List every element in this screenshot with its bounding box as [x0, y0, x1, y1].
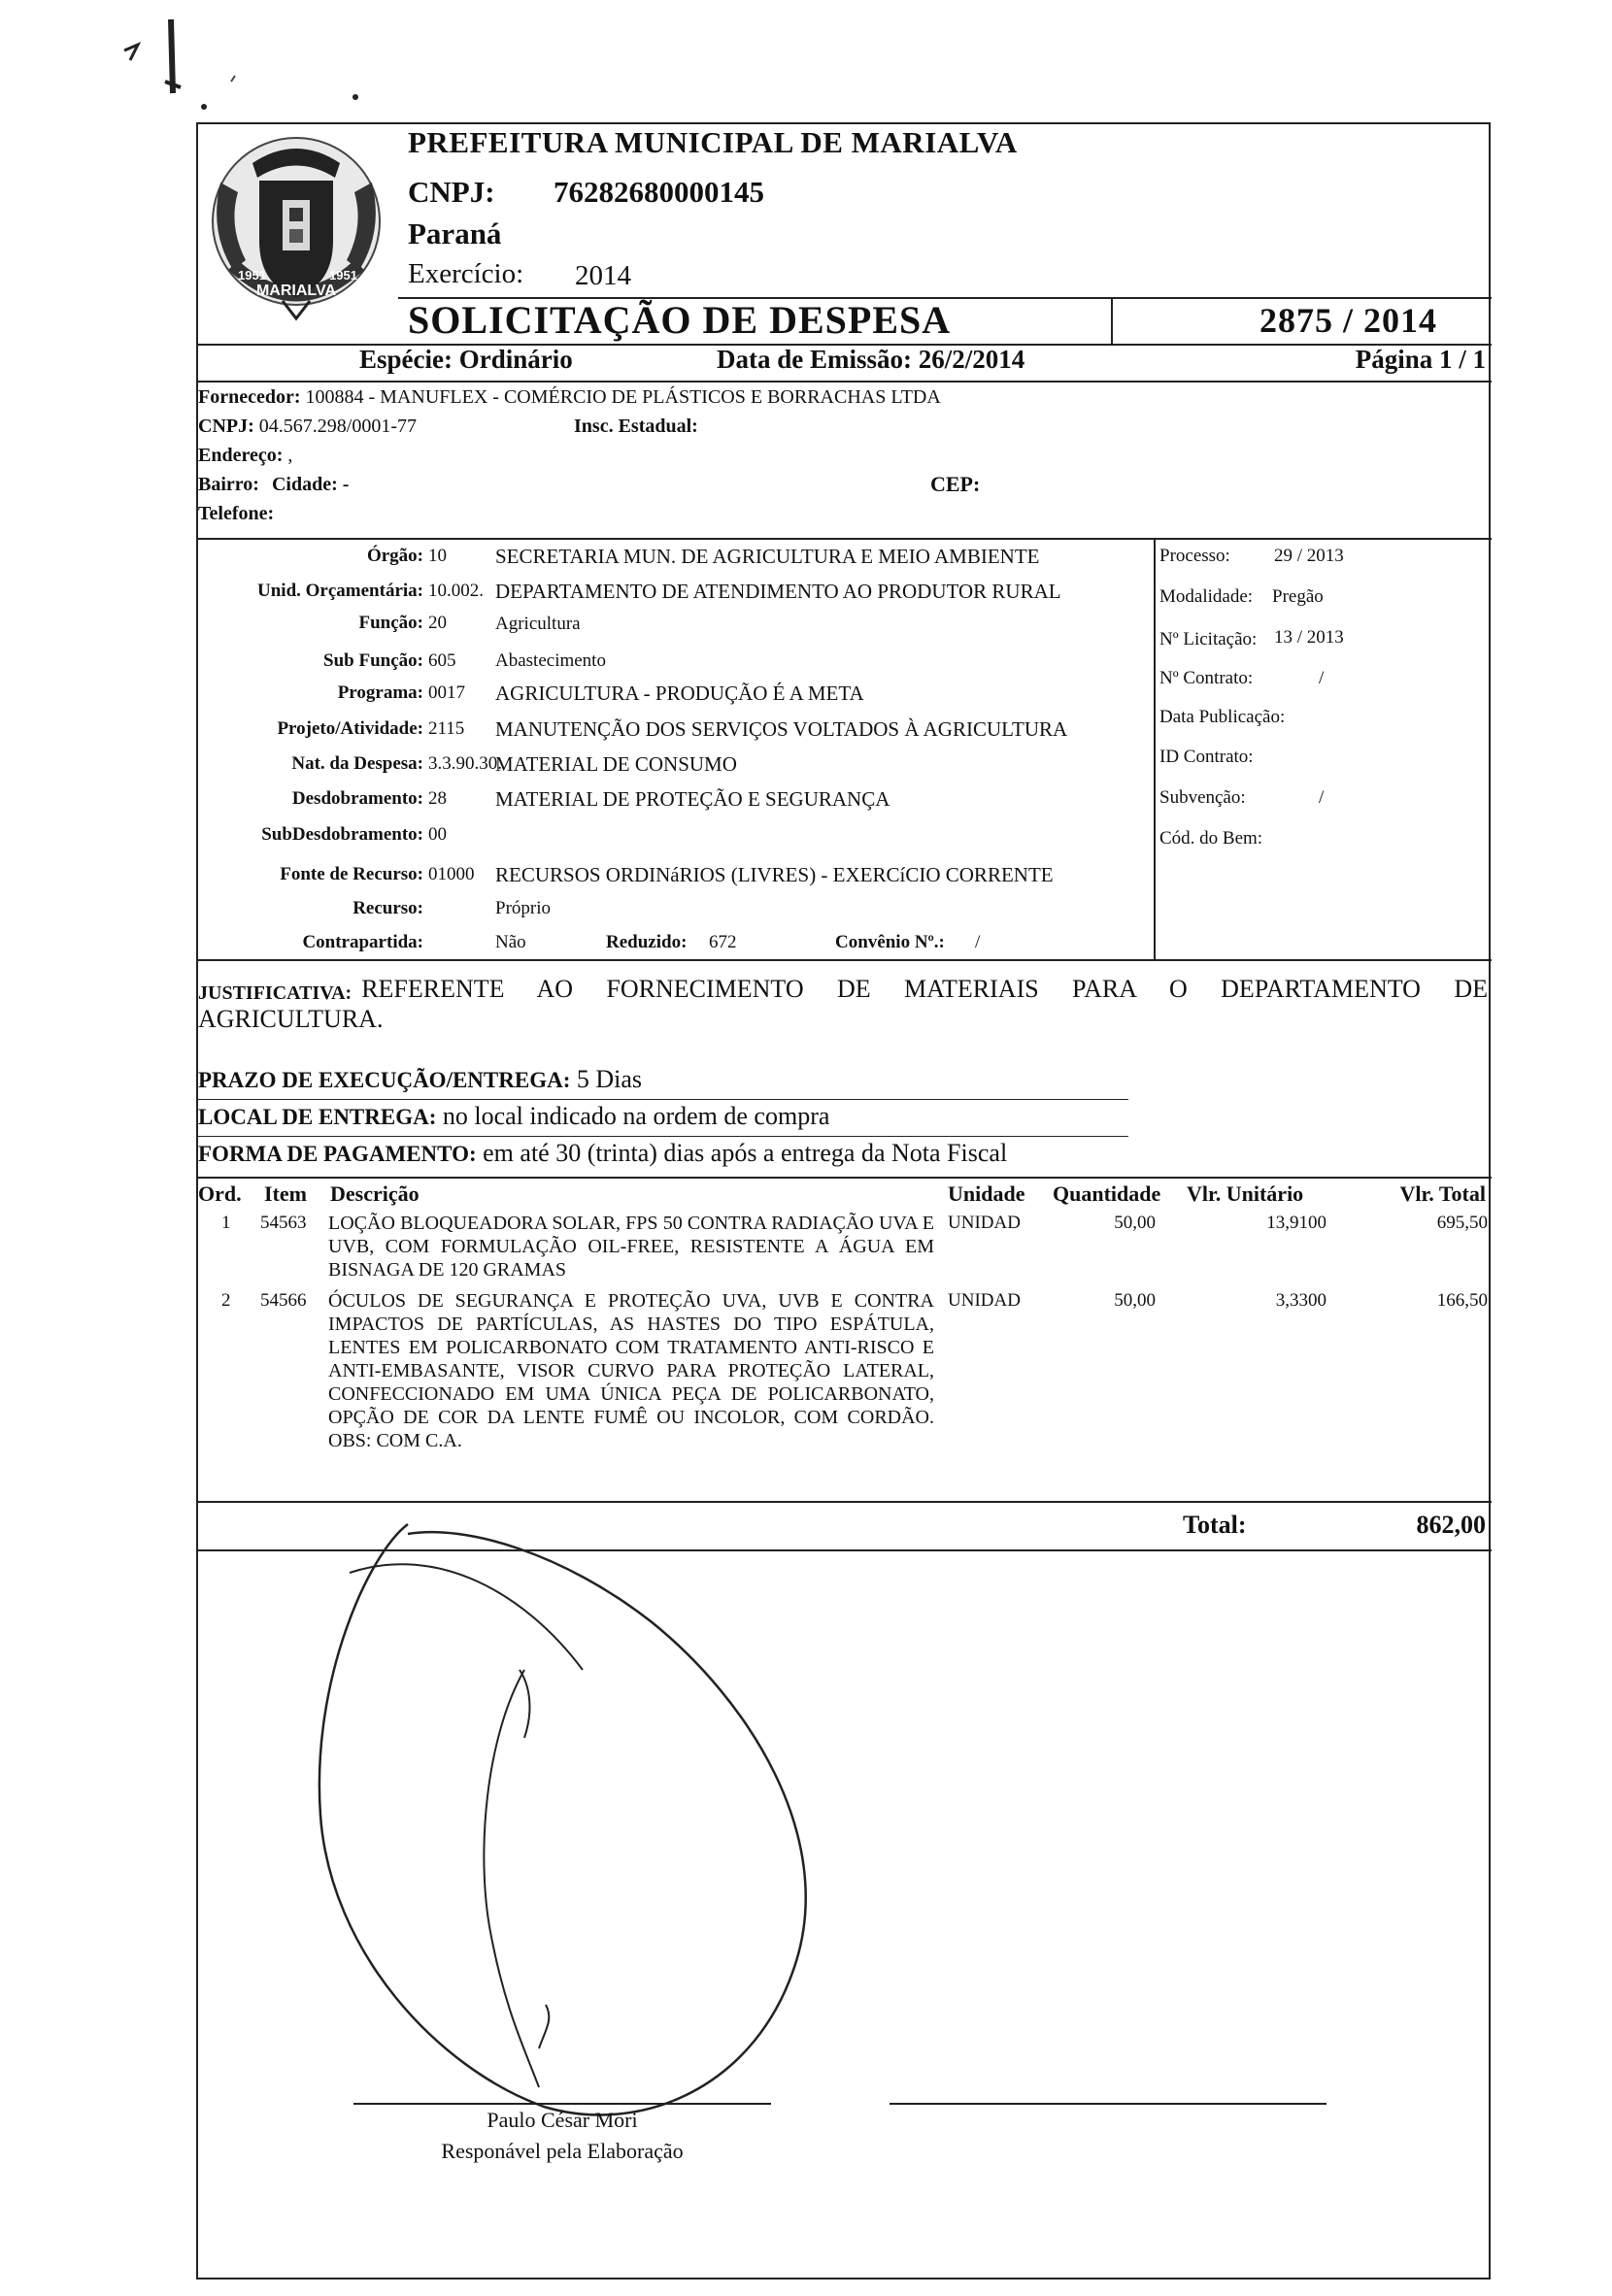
process-label-7: Cód. do Bem: — [1159, 828, 1263, 849]
state-name: Paraná — [408, 216, 502, 250]
item-1-unit: UNIDAD — [948, 1213, 1021, 1233]
seal-year-left: 1951 — [238, 268, 266, 283]
budget-desc-3: Abastecimento — [495, 650, 606, 671]
title-divider — [1111, 297, 1113, 344]
reduzido-label: Reduzido: — [606, 932, 688, 952]
col-unit: Unidade — [948, 1181, 1025, 1206]
scan-marks — [117, 0, 408, 116]
item-1-unit-price: 13,9100 — [1266, 1213, 1327, 1233]
item-2-unit-price: 3,3300 — [1275, 1290, 1327, 1311]
signature-line-left — [353, 2103, 771, 2105]
col-quantity: Quantidade — [1053, 1181, 1161, 1206]
location-value: no local indicado na ordem de compra — [442, 1102, 830, 1130]
process-value-2: 13 / 2013 — [1274, 627, 1344, 648]
item-1-ord: 1 — [221, 1213, 231, 1233]
location-label: LOCAL DE ENTREGA: — [198, 1105, 437, 1129]
budget-desc-0: SECRETARIA MUN. DE AGRICULTURA E MEIO AMBIENTE — [495, 545, 1040, 568]
species: Espécie: Ordinário — [359, 345, 573, 374]
budget-code-5: 2115 — [428, 718, 465, 739]
convenio-value: / — [975, 932, 981, 952]
process-label-6: Subvenção: — [1159, 787, 1246, 808]
supplier-value: 100884 - MANUFLEX - COMÉRCIO DE PLÁSTICOS E BORRACHAS LTDA — [305, 386, 941, 408]
budget-label-5: Projeto/Atividade: — [277, 718, 423, 739]
address-label: Endereço: — [198, 445, 284, 466]
process-label-3: Nº Contrato: — [1159, 668, 1254, 688]
budget-label-9: Fonte de Recurso: — [280, 864, 423, 884]
reduzido-value: 672 — [709, 932, 737, 952]
exercise-label: Exercício: — [408, 258, 524, 289]
issue-date: Data de Emissão: 26/2/2014 — [717, 345, 1025, 374]
budget-label-4: Programa: — [337, 682, 423, 703]
justification-text-cont: AGRICULTURA. — [198, 1005, 384, 1033]
process-divider — [1154, 538, 1156, 960]
budget-bottom-line — [196, 959, 1492, 961]
cep-label: CEP: — [930, 472, 981, 496]
budget-code-2: 20 — [428, 613, 447, 633]
process-label-2: Nº Licitação: — [1159, 629, 1258, 649]
signer-name: Paulo César Mori — [487, 2108, 638, 2132]
budget-code-1: 10.002. — [428, 581, 484, 601]
total-value: 862,00 — [1416, 1511, 1486, 1539]
process-label-1: Modalidade: — [1159, 586, 1254, 607]
process-label-0: Processo: — [1159, 546, 1230, 566]
process-value-6: / — [1319, 787, 1325, 808]
exercise-value: 2014 — [575, 260, 631, 291]
items-bottom-line — [196, 1501, 1492, 1503]
budget-desc-4: AGRICULTURA - PRODUÇÃO É A META — [495, 682, 864, 705]
terms-line-1 — [196, 1099, 1128, 1100]
budget-desc-11: Não — [495, 932, 526, 952]
municipal-seal-icon — [199, 124, 393, 328]
municipality-name: PREFEITURA MUNICIPAL DE MARIALVA — [408, 125, 1018, 159]
total-label: Total: — [1183, 1511, 1247, 1539]
insc-estadual-label: Insc. Estadual: — [574, 416, 698, 437]
seal-year-right: 1951 — [329, 268, 357, 283]
budget-desc-5: MANUTENÇÃO DOS SERVIÇOS VOLTADOS À AGRICULTURA — [495, 717, 1068, 741]
col-item: Item — [264, 1181, 307, 1206]
budget-code-6: 3.3.90.30. — [428, 753, 502, 774]
budget-label-10: Recurso: — [353, 898, 423, 918]
phone-label: Telefone: — [198, 503, 275, 524]
payment-value: em até 30 (trinta) dias após a entrega da Nota Fiscal — [483, 1139, 1008, 1167]
signature-line-right — [890, 2103, 1327, 2105]
deadline-label: PRAZO DE EXECUÇÃO/ENTREGA: — [198, 1068, 571, 1092]
supplier-cnpj-value: 04.567.298/0001-77 — [258, 416, 417, 437]
item-1-code: 54563 — [260, 1213, 307, 1233]
item-2-qty: 50,00 — [1114, 1290, 1156, 1311]
supplier-label: Fornecedor: — [198, 386, 301, 408]
budget-desc-10: Próprio — [495, 898, 551, 918]
payment-label: FORMA DE PAGAMENTO: — [198, 1142, 477, 1166]
budget-label-7: Desdobramento: — [291, 788, 423, 809]
budget-desc-9: RECURSOS ORDINáRIOS (LIVRES) - EXERCíCIO CORRENTE — [495, 863, 1054, 886]
address-value: , — [287, 445, 293, 466]
item-2-ord: 2 — [221, 1290, 231, 1311]
col-description: Descrição — [330, 1181, 420, 1206]
bairro-label: Bairro: — [198, 474, 259, 495]
budget-code-9: 01000 — [428, 864, 475, 884]
seal-text: MARIALVA — [255, 283, 337, 299]
terms-line-2 — [196, 1136, 1128, 1137]
item-2-description: ÓCULOS DE SEGURANÇA E PROTEÇÃO UVA, UVB E CONTRA IMPACTOS DE PARTÍCULAS, AS HASTES DO TIPO ESPÁTULA, LENTES EM POLICARBONATO COM TRATAMENTO ANTI-RISCO E ANTI-EMBASANTE, VISOR CURVO PARA PROTEÇÃO LATERAL, CONFECCIONADO EM UMA ÚNICA PEÇA DE POLICARBONATO, OPÇÃO DE COR DA LENTE FUMÊ OU INCOLOR, COM CORDÃO. OBS: COM C.A. — [328, 1290, 934, 1451]
cnpj-label: CNPJ: — [408, 175, 495, 209]
item-1-qty: 50,00 — [1114, 1213, 1156, 1233]
col-unit-price: Vlr. Unitário — [1187, 1181, 1304, 1206]
item-2-total: 166,50 — [1436, 1290, 1488, 1311]
budget-code-7: 28 — [428, 788, 447, 809]
budget-desc-6: MATERIAL DE CONSUMO — [495, 752, 737, 776]
budget-label-0: Órgão: — [366, 546, 423, 566]
budget-code-3: 605 — [428, 650, 456, 671]
terms-bottom-line — [196, 1177, 1492, 1179]
cnpj-value: 76282680000145 — [554, 175, 764, 209]
budget-desc-2: Agricultura — [495, 614, 581, 634]
item-2-code: 54566 — [260, 1290, 307, 1311]
col-ord: Ord. — [198, 1181, 242, 1206]
process-value-0: 29 / 2013 — [1274, 546, 1344, 566]
item-1-description: LOÇÃO BLOQUEADORA SOLAR, FPS 50 CONTRA RADIAÇÃO UVA E UVB, COM FORMULAÇÃO OIL-FREE, RESISTENTE A ÁGUA EM BISNAGA DE 120 GRAMAS — [328, 1213, 934, 1281]
supplier-bottom-line — [196, 538, 1492, 540]
budget-code-0: 10 — [428, 546, 447, 566]
budget-label-11: Contrapartida: — [302, 932, 423, 952]
supplier-cnpj-label: CNPJ: — [198, 416, 254, 437]
process-value-1: Pregão — [1272, 586, 1324, 607]
col-total: Vlr. Total — [1399, 1181, 1486, 1206]
process-label-5: ID Contrato: — [1159, 747, 1254, 767]
budget-label-8: SubDesdobramento: — [261, 824, 423, 845]
item-2-unit: UNIDAD — [948, 1290, 1021, 1311]
signer-role: Responável pela Elaboração — [441, 2139, 684, 2163]
page-number: Página 1 / 1 — [1355, 345, 1486, 374]
budget-desc-1: DEPARTAMENTO DE ATENDIMENTO AO PRODUTOR RURAL — [495, 580, 1061, 603]
cidade-value: - — [342, 474, 350, 495]
budget-label-2: Função: — [358, 613, 423, 633]
budget-label-6: Nat. da Despesa: — [291, 753, 423, 774]
process-label-4: Data Publicação: — [1159, 707, 1286, 727]
budget-code-4: 0017 — [428, 682, 465, 703]
budget-code-8: 00 — [428, 824, 447, 845]
justification-text: REFERENTE AO FORNECIMENTO DE MATERIAIS PARA O DEPARTAMENTO DE — [361, 975, 1488, 1003]
document-number: 2875 / 2014 — [1259, 301, 1437, 340]
budget-label-3: Sub Função: — [323, 650, 423, 671]
cidade-label: Cidade: — [271, 474, 338, 495]
document-title: SOLICITAÇÃO DE DESPESA — [408, 298, 952, 342]
species-bottom-line — [196, 381, 1492, 383]
handwritten-signature — [291, 1505, 971, 2136]
deadline-value: 5 Dias — [576, 1065, 643, 1093]
justification-label: JUSTIFICATIVA: — [198, 982, 353, 1004]
budget-label-1: Unid. Orçamentária: — [257, 581, 423, 601]
convenio-label: Convênio Nº.: — [835, 932, 945, 952]
process-value-3: / — [1319, 668, 1325, 688]
item-1-total: 695,50 — [1436, 1213, 1488, 1233]
budget-desc-7: MATERIAL DE PROTEÇÃO E SEGURANÇA — [495, 787, 890, 811]
